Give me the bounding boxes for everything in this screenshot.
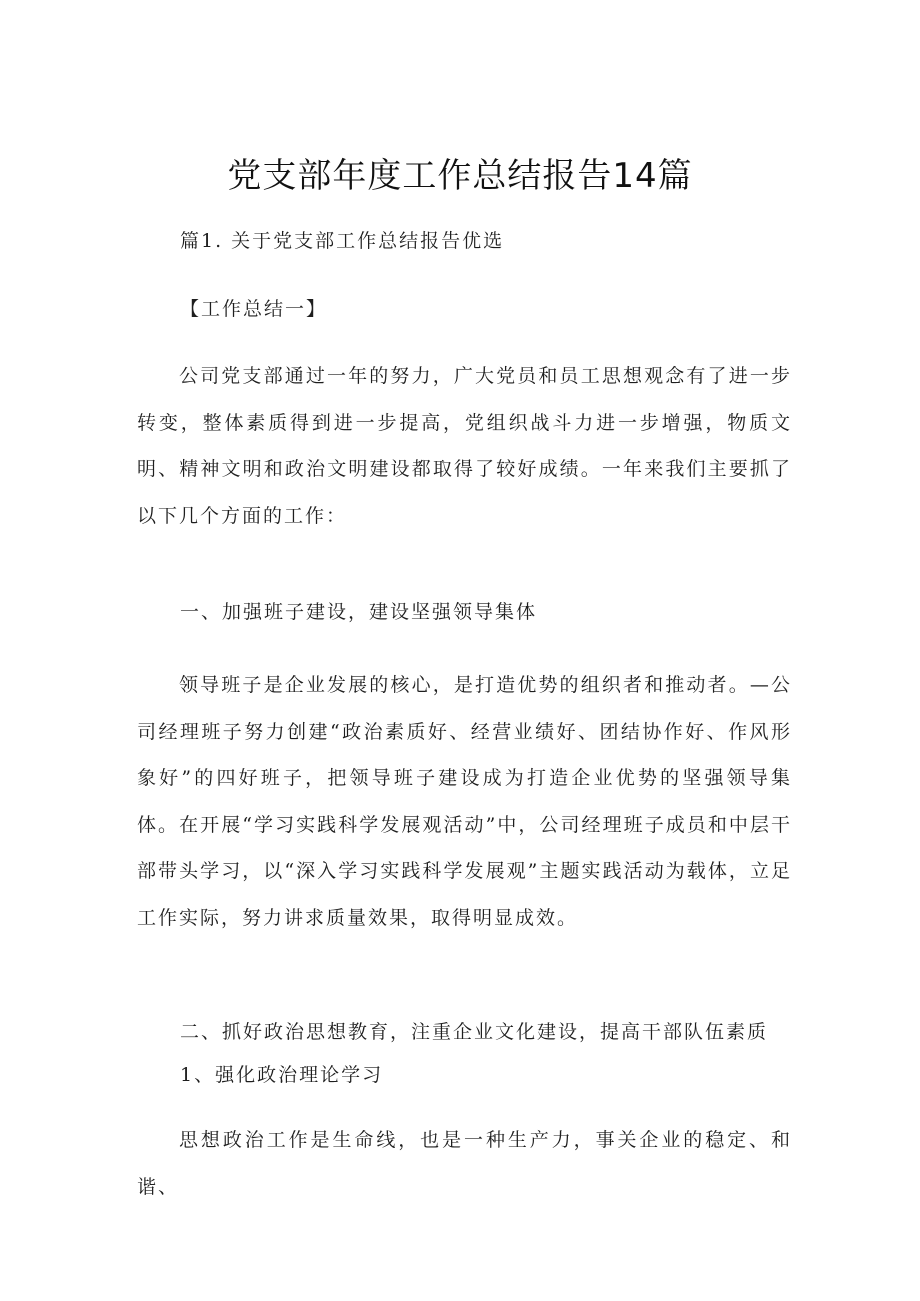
paragraph-political-work: 思想政治工作是生命线，也是一种生产力，事关企业的稳定、和谐、	[137, 1129, 792, 1198]
section-tag: 【工作总结一】	[180, 298, 328, 320]
document-title: 党支部年度工作总结报告14篇	[227, 156, 693, 196]
article-subtitle: 篇1. 关于党支部工作总结报告优选	[180, 230, 505, 252]
paragraph-leadership: 领导班子是企业发展的核心，是打造优势的组织者和推动者。—公司经理班子努力创建“政治素质好、经营业绩好、团结协作好、作风形象好”的四好班子，把领导班子建设成为打造企业优势的坚强领导集体。在开展“学习实践科学发展观活动”中，公司经理班子成员和中层干部带头学习，以“深入学习实践科学发展观”主题实践活动为载体，立足工作实际，努力讲求质量效果，取得明显成效。	[137, 674, 792, 929]
section-heading-1: 一、加强班子建设，建设坚强领导集体	[180, 601, 538, 623]
paragraph-intro: 公司党支部通过一年的努力，广大党员和员工思想观念有了进一步转变，整体素质得到进一步提高，党组织战斗力进一步增强，物质文明、精神文明和政治文明建设都取得了较好成绩。一年来我们主要抓了以下几个方面的工作：	[137, 365, 792, 527]
subsection-heading-2-1: 1、强化政治理论学习	[180, 1064, 384, 1086]
section-heading-2: 二、抓好政治思想教育，注重企业文化建设，提高干部队伍素质	[180, 1021, 769, 1043]
